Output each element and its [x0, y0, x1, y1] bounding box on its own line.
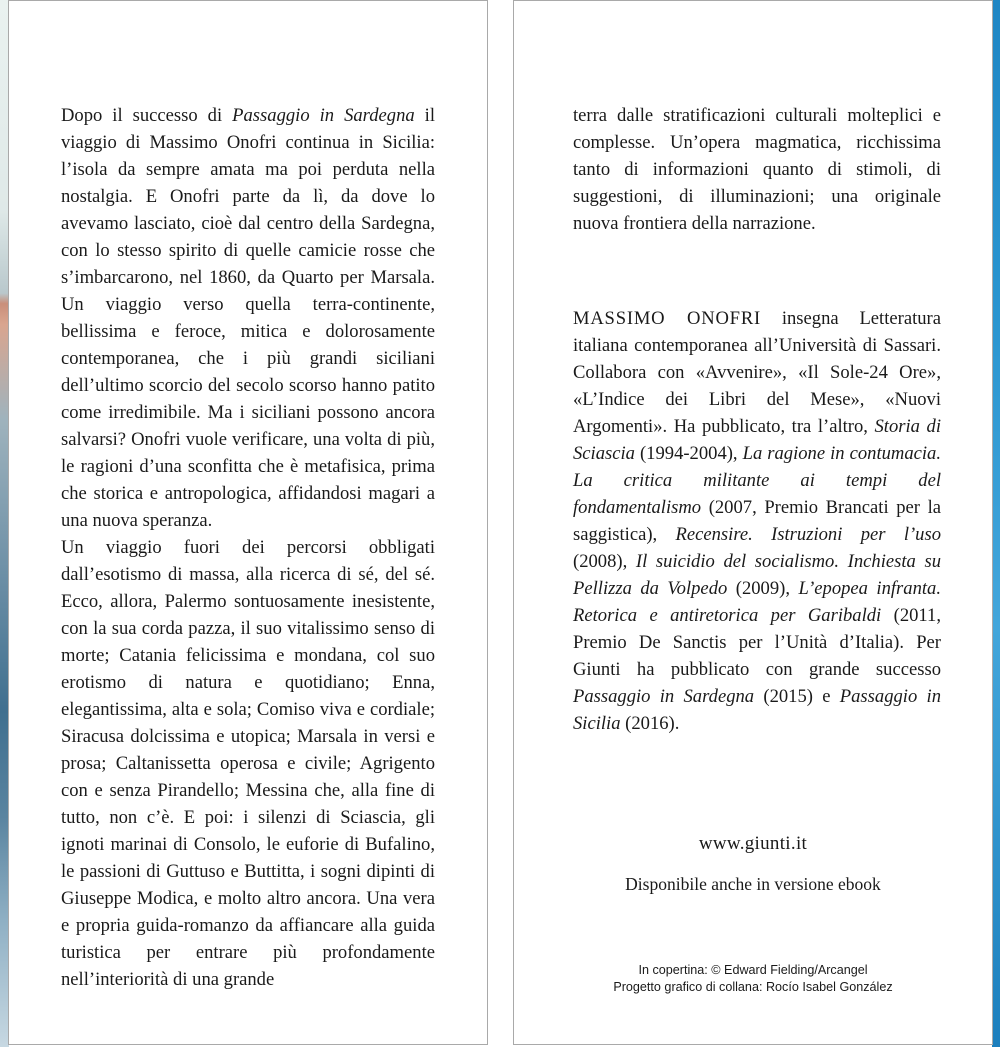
publisher-website-link[interactable]: www.giunti.it	[698, 833, 808, 854]
credits	[514, 962, 992, 996]
author-bio	[573, 305, 941, 737]
book-title-sardegna: Passaggio in Sardegna	[232, 105, 415, 126]
left-flap-page	[8, 0, 488, 1045]
book-title: Il suicidio del socialismo. Inchiesta su Pellizza da Volpedo	[573, 551, 942, 599]
book-title: Passaggio in Sardegna	[573, 686, 755, 707]
book-title: Passaggio in Sicilia	[573, 686, 941, 734]
cover-credit: In copertina: © Edward Fielding/Arcangel	[638, 963, 868, 977]
book-blurb	[61, 102, 435, 993]
blurb-paragraph-1: Dopo il successo di Passaggio in Sardegna il viaggio di Massimo Onofri continua in Sicilia: l’isola da sempre amata ma poi perduta nella nostalgia. E Onofri parte da lì, da dove lo avevamo lasciato, cioè dal centro della Sardegna, con lo stesso spirito di quelle camicie rosse che s’imbarcarono, nel 1860, da Quarto per Marsala. Un viaggio verso quella terra-continente, bellissima e feroce, mitica e dolorosamente contemporanea, che i più grandi siciliani dell’ultimo scorcio del secolo scorso hanno patito come irredimibile. Ma i siciliani possono ancora salvarsi? Onofri vuole verificare, una volta di più, le ragioni d’una sconfitta che è metafisica, prima che storica e antropologica, affidandosi magari a una nuova speranza.	[61, 105, 435, 531]
book-title: La ragione in contumacia. La critica militante ai tempi del fondamentalismo	[573, 443, 941, 518]
right-flap-page	[513, 0, 993, 1045]
author-name: MASSIMO ONOFRI	[573, 308, 762, 329]
book-blurb-continuation: terra dalle stratificazioni culturali molteplici e complesse. Un’opera magmatica, ricchissima tanto di informazioni quanto di stimoli, di suggestioni, di illuminazioni; una originale nuova frontiera della narrazione.	[573, 105, 941, 234]
page-gutter	[488, 0, 513, 1047]
book-title: Storia di Sciascia	[573, 416, 941, 464]
blurb-paragraph-2: Un viaggio fuori dei percorsi obbligati dall’esotismo di massa, alla ricerca di sé, del sé. Ecco, allora, Palermo sontuosamente inesistente, con la sua corda pazza, il suo vitalissimo senso di morte; Catania felicissima e mondana, col suo erotismo di natura e quotidiano; Enna, elegantissima, alta e sola; Comiso viva e cordiale; Siracusa dolcissima e utopica; Marsala in versi e prosa; Caltanissetta operosa e civile; Agrigento con e senza Pirandello; Messina che, alla fine di tutto, non c’è. E poi: i silenzi di Sciascia, gli ignoti marinai di Consolo, le euforie di Bufalino, le passioni di Guttuso e Buttitta, i sogni dipinti di Giuseppe Modica, e molto altro ancora. Una vera e propria guida-romanzo da affiancare alla guida turistica per entrare più profondamente nell’interiorità di una grande	[61, 537, 435, 990]
book-title: Recensire. Istruzioni per l’uso	[675, 524, 942, 545]
design-credit: Progetto grafico di collana: Rocío Isabel González	[613, 980, 893, 994]
author-bio-paragraph: MASSIMO ONOFRI insegna Letteratura italiana contemporanea all’Università di Sassari. Collabora con «Avvenire», «Il Sole-24 Ore», «L’Indice dei Libri del Mese», «Nuovi Argomenti». Ha pubblicato, tra l’altro, Storia di Sciascia (1994-2004), La ragione in contumacia. La critica militante ai tempi del fondamentalismo (2007, Premio Brancati per la saggistica), Recensire. Istruzioni per l’uso (2008), Il suicidio del socialismo. Inchiesta su Pellizza da Volpedo (2009), L’epopea infranta. Retorica e antiretorica per Garibaldi (2011, Premio De Sanctis per l’Unità d’Italia). Per Giunti ha pubblicato con grande successo Passaggio in Sardegna (2015) e Passaggio in Sicilia (2016).	[573, 308, 942, 734]
cover-image-edge-right	[992, 0, 1000, 1047]
book-title: L’epopea infranta. Retorica e antiretorica per Garibaldi	[573, 578, 941, 626]
ebook-availability-note: Disponibile anche in versione ebook	[625, 874, 881, 894]
